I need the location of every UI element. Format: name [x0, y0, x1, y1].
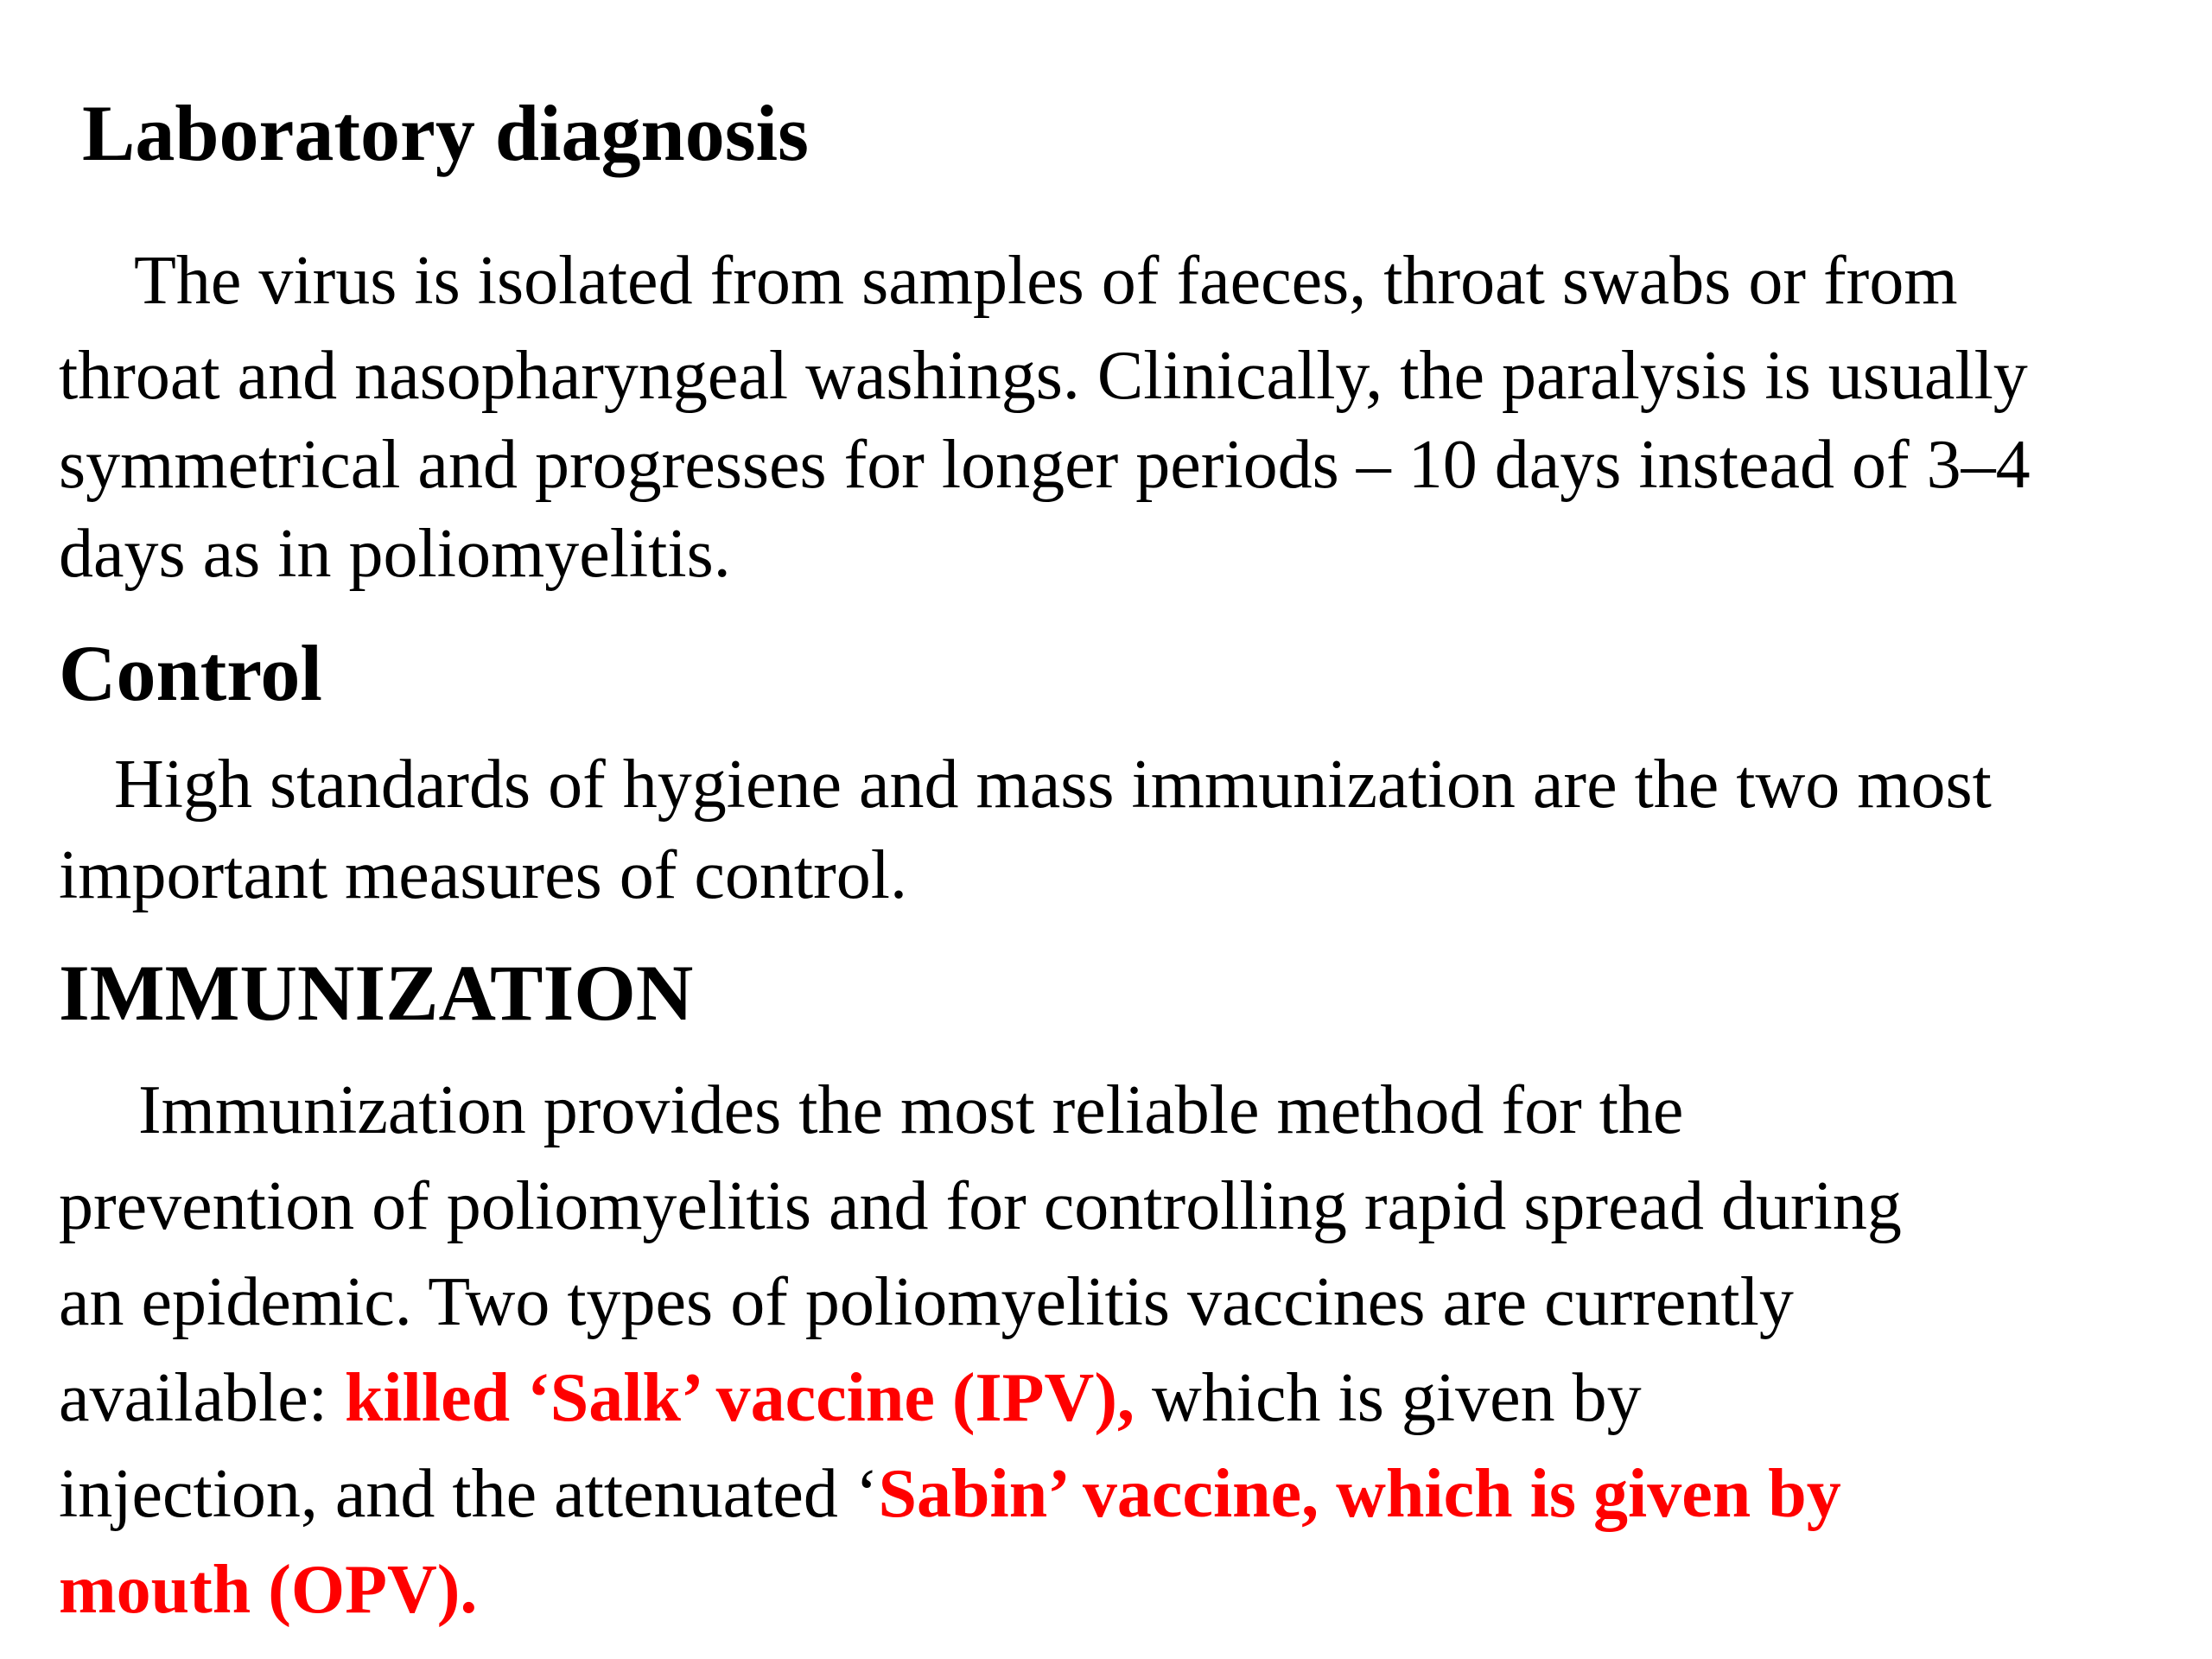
laboratory-text-line-2: throat and nasopharyngeal washings. Clinically, the paralysis is usually	[59, 338, 2028, 414]
immunization-line-4-prefix: available:	[59, 1360, 345, 1436]
immunization-line-5-prefix: injection, and the attenuated ‘	[59, 1456, 879, 1532]
immunization-heading: IMMUNIZATION	[59, 949, 694, 1037]
laboratory-text-line-1: The virus is isolated from samples of faeces, throat swabs or from	[134, 243, 1958, 319]
salk-vaccine-highlight: killed ‘Salk’ vaccine (IPV),	[344, 1360, 1135, 1436]
immunization-text-line-6	[59, 1552, 478, 1628]
laboratory-text-line-3: symmetrical and progresses for longer periods – 10 days instead of 3–4	[59, 427, 2031, 503]
immunization-text-line-3: an epidemic. Two types of poliomyelitis vaccines are currently	[59, 1264, 1794, 1340]
immunization-text-line-5	[59, 1456, 1841, 1532]
control-heading: Control	[59, 629, 322, 717]
opv-highlight: mouth (OPV).	[59, 1552, 478, 1628]
sabin-vaccine-highlight: Sabin’ vaccine, which is given by	[878, 1456, 1841, 1532]
laboratory-text-line-4: days as in poliomyelitis.	[59, 516, 731, 592]
immunization-text-line-1: Immunization provides the most reliable method for the	[138, 1072, 1684, 1148]
control-text-line-1: High standards of hygiene and mass immunization are the two most	[114, 747, 1992, 823]
immunization-text-line-4	[59, 1360, 1642, 1436]
control-text-line-2: important measures of control.	[59, 837, 907, 913]
immunization-line-4-suffix: which is given by	[1134, 1360, 1642, 1436]
immunization-text-line-2: prevention of poliomyelitis and for controlling rapid spread during	[59, 1168, 1902, 1244]
laboratory-diagnosis-heading: Laboratory diagnosis	[82, 89, 809, 177]
